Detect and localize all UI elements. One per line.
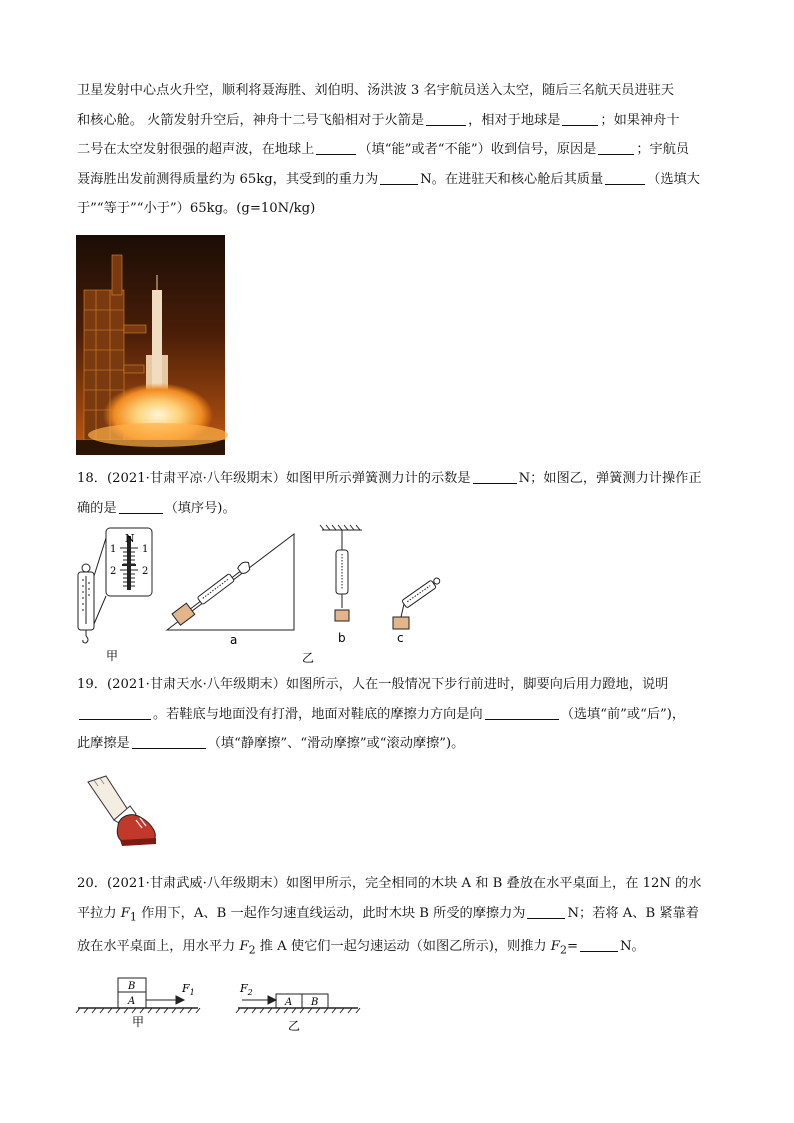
spring-scale-jia bbox=[78, 538, 106, 643]
force-symbol: F bbox=[239, 938, 249, 954]
answer-blank[interactable] bbox=[316, 140, 356, 155]
q17-text: 聂海胜出发前测得质量约为 65kg，其受到的重力为 bbox=[77, 171, 379, 187]
q20-line-3 bbox=[77, 932, 722, 965]
figure-label-c: c bbox=[397, 631, 404, 645]
figure-label-b: b bbox=[338, 631, 346, 645]
force-symbol: F bbox=[120, 905, 130, 921]
q17-line-4 bbox=[77, 165, 722, 195]
q18-text: （填序号)。 bbox=[164, 500, 236, 516]
q20-text: = bbox=[566, 938, 579, 954]
figure-label-yi: 乙 bbox=[302, 651, 315, 665]
question-19-text bbox=[77, 670, 722, 759]
force-f2-label: $F_2$ bbox=[240, 982, 253, 997]
tick-label: 2 bbox=[110, 566, 117, 577]
block-a-label: A bbox=[285, 997, 293, 1008]
answer-blank[interactable] bbox=[426, 111, 466, 126]
q20-text: 放在水平桌面上，用水平力 bbox=[77, 938, 240, 954]
figure-label-jia: 甲 bbox=[132, 1015, 145, 1029]
q20-line-1: 20．(2021·甘肃武威·八年级期末）如图甲所示，完全相同的木块 A 和 B 叠放在水平桌面上，在 12N 的水 bbox=[77, 876, 702, 891]
q17-line-3 bbox=[77, 135, 722, 165]
answer-blank[interactable] bbox=[598, 140, 634, 155]
block-b-label: B bbox=[311, 997, 319, 1008]
q19-line-1: 19．(2021·甘肃天水·八年级期末）如图所示，人在一般情况下步行前进时，脚要向后用力蹬地，说明 bbox=[77, 677, 669, 692]
q20-text: 推 A 使它们一起匀速运动（如图乙所示)，则推力 bbox=[255, 938, 551, 954]
q17-text: 二号在太空发射很强的超声波，在地球上 bbox=[77, 142, 315, 157]
q20-line-2 bbox=[77, 899, 722, 932]
q19-line-3 bbox=[77, 729, 722, 759]
force-f1-label: $F_1$ bbox=[182, 982, 195, 997]
figure-yi bbox=[236, 994, 360, 1013]
force-symbol: F bbox=[550, 938, 560, 954]
answer-blank[interactable] bbox=[132, 734, 206, 749]
q18-text: N；如图乙，弹簧测力计操作正 bbox=[518, 471, 702, 486]
q20-text: 作用下，A、B 一起作匀速直线运动，此时木块 B 所受的摩擦力为 bbox=[136, 905, 526, 921]
answer-blank[interactable] bbox=[527, 904, 565, 919]
block-b-label: B bbox=[128, 981, 136, 992]
question-17-text bbox=[77, 76, 722, 224]
q17-text: ；如果神舟十 bbox=[600, 112, 680, 128]
figure-label-a: a bbox=[230, 633, 238, 647]
incline-setup-a bbox=[167, 534, 294, 630]
q17-text: （填“能”或者“不能”）收到信号，原因是 bbox=[358, 142, 597, 157]
q18-text: 18．(2021·甘肃平凉·八年级期末）如图甲所示弹簧测力计的示数是 bbox=[77, 471, 471, 486]
q17-text: ；宇航员 bbox=[636, 142, 690, 157]
answer-blank[interactable] bbox=[119, 499, 163, 514]
question-20-text bbox=[77, 869, 722, 965]
unit-label: N bbox=[125, 532, 135, 545]
tick-label: 2 bbox=[142, 566, 149, 577]
question-18-text bbox=[77, 464, 722, 523]
tick-label: 1 bbox=[142, 544, 149, 555]
q17-text: ，相对于地球是 bbox=[468, 112, 561, 128]
q20-text: N。 bbox=[620, 938, 645, 954]
q17-text: 和核心舱。 火箭发射升空后，神舟十二号飞船相对于火箭是 bbox=[77, 112, 425, 128]
walking-foot-image bbox=[84, 776, 164, 848]
answer-blank[interactable] bbox=[485, 705, 559, 720]
block-a-label: A bbox=[128, 996, 136, 1007]
answer-blank[interactable] bbox=[580, 937, 618, 952]
answer-blank[interactable] bbox=[562, 111, 598, 126]
q19-line-2 bbox=[77, 700, 722, 730]
q17-text: （选填大 bbox=[647, 171, 700, 187]
answer-blank[interactable] bbox=[79, 705, 151, 720]
tilted-setup-c bbox=[393, 576, 442, 629]
q20-text: 平拉力 bbox=[77, 905, 121, 921]
q19-text: 。若鞋底与地面没有打滑，地面对鞋底的摩擦力方向是向 bbox=[153, 706, 483, 722]
force-subscript: 1 bbox=[129, 910, 137, 924]
figure-label-yi: 乙 bbox=[288, 1019, 301, 1033]
figure-label-jia: 甲 bbox=[106, 649, 119, 663]
answer-blank[interactable] bbox=[473, 469, 517, 484]
q19-text: （填“静摩擦”、“滑动摩擦”或“滚动摩擦”)。 bbox=[207, 736, 465, 751]
q17-line-5: 于”“等于”“小于”）65kg。(g=10N/kg) bbox=[77, 201, 316, 216]
force-subscript: 2 bbox=[248, 943, 256, 957]
q18-text: 确的是 bbox=[77, 500, 117, 516]
q20-text: N；若将 A、B 紧靠着 bbox=[567, 905, 699, 921]
q19-text: （选填“前”或“后”)， bbox=[560, 706, 686, 722]
q18-line-1 bbox=[77, 464, 722, 494]
q17-text: N。在进驻天和核心舱后其质量 bbox=[420, 171, 604, 187]
spring-scale-figure bbox=[72, 524, 452, 664]
hanging-setup-b bbox=[320, 525, 362, 621]
answer-blank[interactable] bbox=[605, 170, 645, 185]
q17-line-2 bbox=[77, 106, 722, 136]
q18-line-2 bbox=[77, 494, 722, 524]
rocket-launch-photo bbox=[76, 235, 225, 455]
force-subscript: 2 bbox=[559, 943, 567, 957]
stacked-blocks-figure bbox=[76, 974, 366, 1034]
tick-label: 1 bbox=[110, 544, 117, 555]
answer-blank[interactable] bbox=[380, 170, 418, 185]
q17-line-1: 卫星发射中心点火升空，顺利将聂海胜、刘伯明、汤洪波 3 名宇航员送入太空，随后三名航天员进驻天 bbox=[77, 83, 675, 98]
q19-text: 此摩擦是 bbox=[77, 736, 130, 751]
